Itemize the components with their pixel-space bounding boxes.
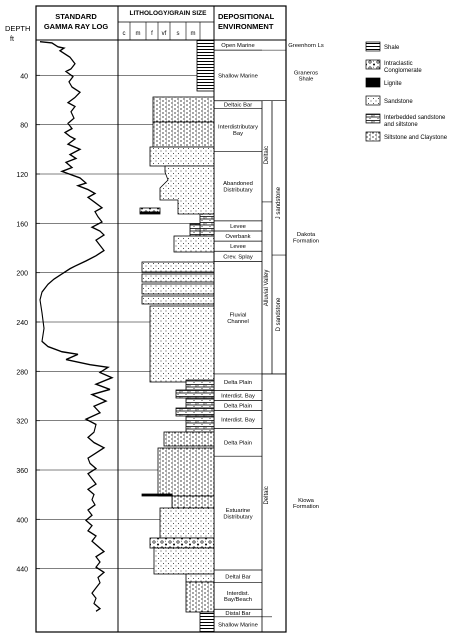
depth-tick-label: 40	[20, 73, 28, 81]
environment-label: Delta Plain	[223, 440, 253, 447]
legend-swatch-lignite	[366, 78, 380, 87]
legend-swatch-siltstone	[366, 132, 380, 141]
siltstone-block	[172, 496, 214, 508]
sandstone-block	[142, 274, 214, 282]
grain-size-label: f	[151, 31, 153, 37]
sandstone-block	[186, 574, 214, 582]
interbedded-block	[176, 390, 214, 398]
legend-label: Shale	[384, 45, 400, 51]
interbedded-block	[186, 416, 214, 432]
depth-unit: ft	[10, 36, 14, 43]
siltstone-block	[164, 432, 214, 446]
environment-label: Crev. Splay	[223, 254, 253, 261]
depth-header: DEPTH	[5, 24, 31, 33]
conglomerate-block	[150, 538, 214, 548]
environment-label: Levee	[230, 244, 246, 251]
interbedded-block	[186, 380, 214, 390]
lignite-layer	[140, 212, 160, 214]
environment-label: Delta Plain	[223, 380, 253, 387]
legend-label: Siltstone and Claystone	[384, 135, 448, 141]
lignite-layer	[142, 494, 172, 496]
environment-header-line2: ENVIRONMENT	[218, 22, 274, 31]
environment-label: Fluvial Channel	[227, 312, 249, 325]
environment-label: Interdistributary Bay	[218, 124, 258, 138]
sub-environment-label: Deltaic	[264, 486, 270, 505]
conglomerate-block	[140, 208, 160, 212]
siltstone-block	[153, 97, 214, 122]
gamma-header-line1: STANDARD	[55, 12, 97, 21]
shale-block	[200, 612, 214, 632]
gamma-header-line2: GAMMA RAY LOG	[43, 22, 109, 31]
legend-label: Intraclastic Conglomerate	[384, 61, 422, 74]
sandstone-block	[154, 548, 214, 574]
grain-size-label: m	[135, 31, 141, 37]
legend-label: Sandstone	[384, 99, 413, 105]
siltstone-block	[186, 582, 214, 612]
sub-environment-label: Deltaic	[264, 145, 270, 165]
depth-tick-label: 320	[16, 418, 28, 426]
siltstone-block	[153, 122, 214, 147]
sandstone-block	[160, 166, 214, 214]
formation-label: Greenhorn Ls	[288, 43, 324, 50]
formation-label: Kiowa Formation	[292, 497, 320, 511]
sandstone-block	[142, 296, 214, 304]
environment-label: Open Marine	[221, 43, 255, 50]
environment-label: Overbank	[225, 234, 251, 241]
sandstone-block	[142, 284, 214, 294]
sandstone-block	[174, 236, 214, 252]
formation-label: Graneros Shale	[293, 70, 319, 83]
environment-label: Estuarine Distributary	[223, 507, 253, 521]
grain-size-label: m	[190, 31, 196, 37]
environment-label: Distal Bar	[225, 611, 251, 618]
depth-tick-label: 280	[16, 369, 28, 377]
legend-label: Interbedded sandstone and siltstone	[384, 115, 446, 128]
lithology-blocks	[140, 40, 214, 632]
depth-tick-label: 80	[20, 122, 28, 130]
grain-size-label: c	[122, 31, 126, 37]
environment-label: Interdist. Bay	[221, 393, 255, 400]
environment-label: Deltal Bar	[225, 574, 251, 581]
depth-tick-label: 440	[16, 566, 28, 574]
environment-label: Levee	[230, 223, 246, 230]
formation-column	[262, 43, 324, 632]
grain-size-label: vf	[161, 31, 167, 37]
legend-label: Lignite	[384, 81, 402, 87]
formation-label: Dakota Formation	[292, 232, 320, 245]
depth-tick-label: 360	[16, 468, 28, 475]
environment-label: Interdist. Bay	[221, 417, 255, 424]
grain-size-label: s	[176, 31, 180, 37]
gamma-ray-log-curve	[40, 42, 112, 612]
sub-environment-column	[262, 101, 272, 632]
depth-tick-label: 240	[16, 320, 28, 327]
interbedded-block	[190, 224, 200, 236]
grain-size-labels	[123, 31, 196, 37]
environment-label: Shallow Marine	[218, 622, 258, 629]
sandstone-block	[150, 306, 214, 382]
sandstone-block	[160, 508, 214, 538]
unit-label: D sandstone	[276, 297, 282, 332]
lithology-header: LITHOLOGY/GRAIN SIZE	[129, 10, 207, 17]
shale-block	[197, 40, 214, 91]
legend	[366, 42, 448, 141]
environment-label: Deltaic Bar	[223, 102, 253, 109]
environment-label: Delta Plain	[223, 403, 253, 410]
environment-header-line1: DEPOSITIONAL	[218, 12, 275, 21]
depositional-environment-column	[214, 43, 262, 632]
sandstone-block	[142, 262, 214, 272]
environment-label: Shallow Marine	[218, 73, 258, 80]
sub-environment-label: Alluvial Valley	[264, 269, 270, 307]
depth-tick-label: 120	[16, 172, 28, 179]
legend-swatch-shale	[366, 42, 380, 51]
unit-label: J sandstone	[276, 186, 282, 220]
depth-tick-label: 200	[16, 270, 28, 278]
interbedded-block	[186, 398, 214, 408]
depth-tick-label: 400	[16, 517, 28, 525]
interbedded-block	[176, 408, 214, 416]
legend-swatch-interbedded	[366, 114, 380, 123]
legend-swatch-sandstone	[366, 96, 380, 105]
environment-label: Interdist. Bay/Beach	[223, 590, 253, 604]
siltstone-block	[158, 448, 214, 496]
sandstone-block	[150, 147, 214, 166]
unit-column	[272, 101, 286, 374]
environment-label: Abandoned Distributary	[223, 180, 253, 194]
column-headers	[5, 10, 275, 43]
depth-tick-label: 160	[16, 221, 28, 229]
legend-swatch-conglomerate	[366, 60, 380, 69]
